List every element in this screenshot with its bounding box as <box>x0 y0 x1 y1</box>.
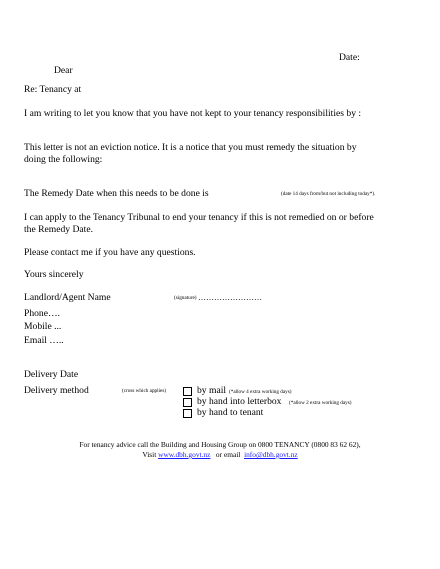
contact-line: Please contact me if you have any questions. <box>24 247 196 258</box>
mobile-label: Mobile ... <box>24 321 62 332</box>
tribunal-line-1: I can apply to the Tenancy Tribunal to end your tenancy if this is not remedied on or before <box>24 212 374 223</box>
by-hand-tenant-checkbox[interactable] <box>183 409 192 418</box>
notice-line-2: doing the following: <box>24 154 103 165</box>
signature-label: (signature) <box>174 295 197 301</box>
delivery-date-label: Delivery Date <box>24 369 79 380</box>
email-label: Email ….. <box>24 335 64 346</box>
remedy-date-note: (date 14 days from/but not including today*). <box>281 191 376 197</box>
footer-email-prefix: or email <box>210 450 245 459</box>
date-label: Date: <box>339 52 360 63</box>
signature-line: …………………… <box>198 293 262 302</box>
delivery-method-label: Delivery method <box>24 385 89 396</box>
by-mail-note: (*allow 4 extra working days) <box>229 389 292 395</box>
by-hand-letterbox-checkbox[interactable] <box>183 398 192 407</box>
phone-label: Phone…. <box>24 308 60 319</box>
greeting: Dear <box>54 65 73 76</box>
footer-advice-line: For tenancy advice call the Building and Housing Group on 0800 TENANCY (0800 83 62 62), <box>79 440 361 449</box>
intro-paragraph: I am writing to let you know that you have not kept to your tenancy responsibilities by : <box>24 108 362 119</box>
by-hand-tenant-label: by hand to tenant <box>197 407 264 418</box>
footer-links-line <box>0 450 440 460</box>
email-link[interactable]: info@dbh.govt.nz <box>244 450 298 459</box>
website-link[interactable]: www.dbh.govt.nz <box>158 450 211 459</box>
remedy-date-label: The Remedy Date when this needs to be done is <box>24 188 209 199</box>
by-hand-letterbox-note: (*allow 2 extra working days) <box>289 400 352 406</box>
closing: Yours sincerely <box>24 269 84 280</box>
tribunal-line-2: the Remedy Date. <box>24 224 93 235</box>
by-mail-label: by mail <box>197 385 227 396</box>
footer-visit-prefix: Visit <box>142 450 159 459</box>
by-hand-letterbox-label: by hand into letterbox <box>197 396 282 407</box>
notice-line-1: This letter is not an eviction notice. It is a notice that you must remedy the situation by <box>24 142 357 153</box>
delivery-method-note: (cross which applies) <box>122 388 167 394</box>
re-line: Re: Tenancy at <box>24 84 82 95</box>
landlord-name-label: Landlord/Agent Name <box>24 292 111 303</box>
by-mail-checkbox[interactable] <box>183 387 192 396</box>
